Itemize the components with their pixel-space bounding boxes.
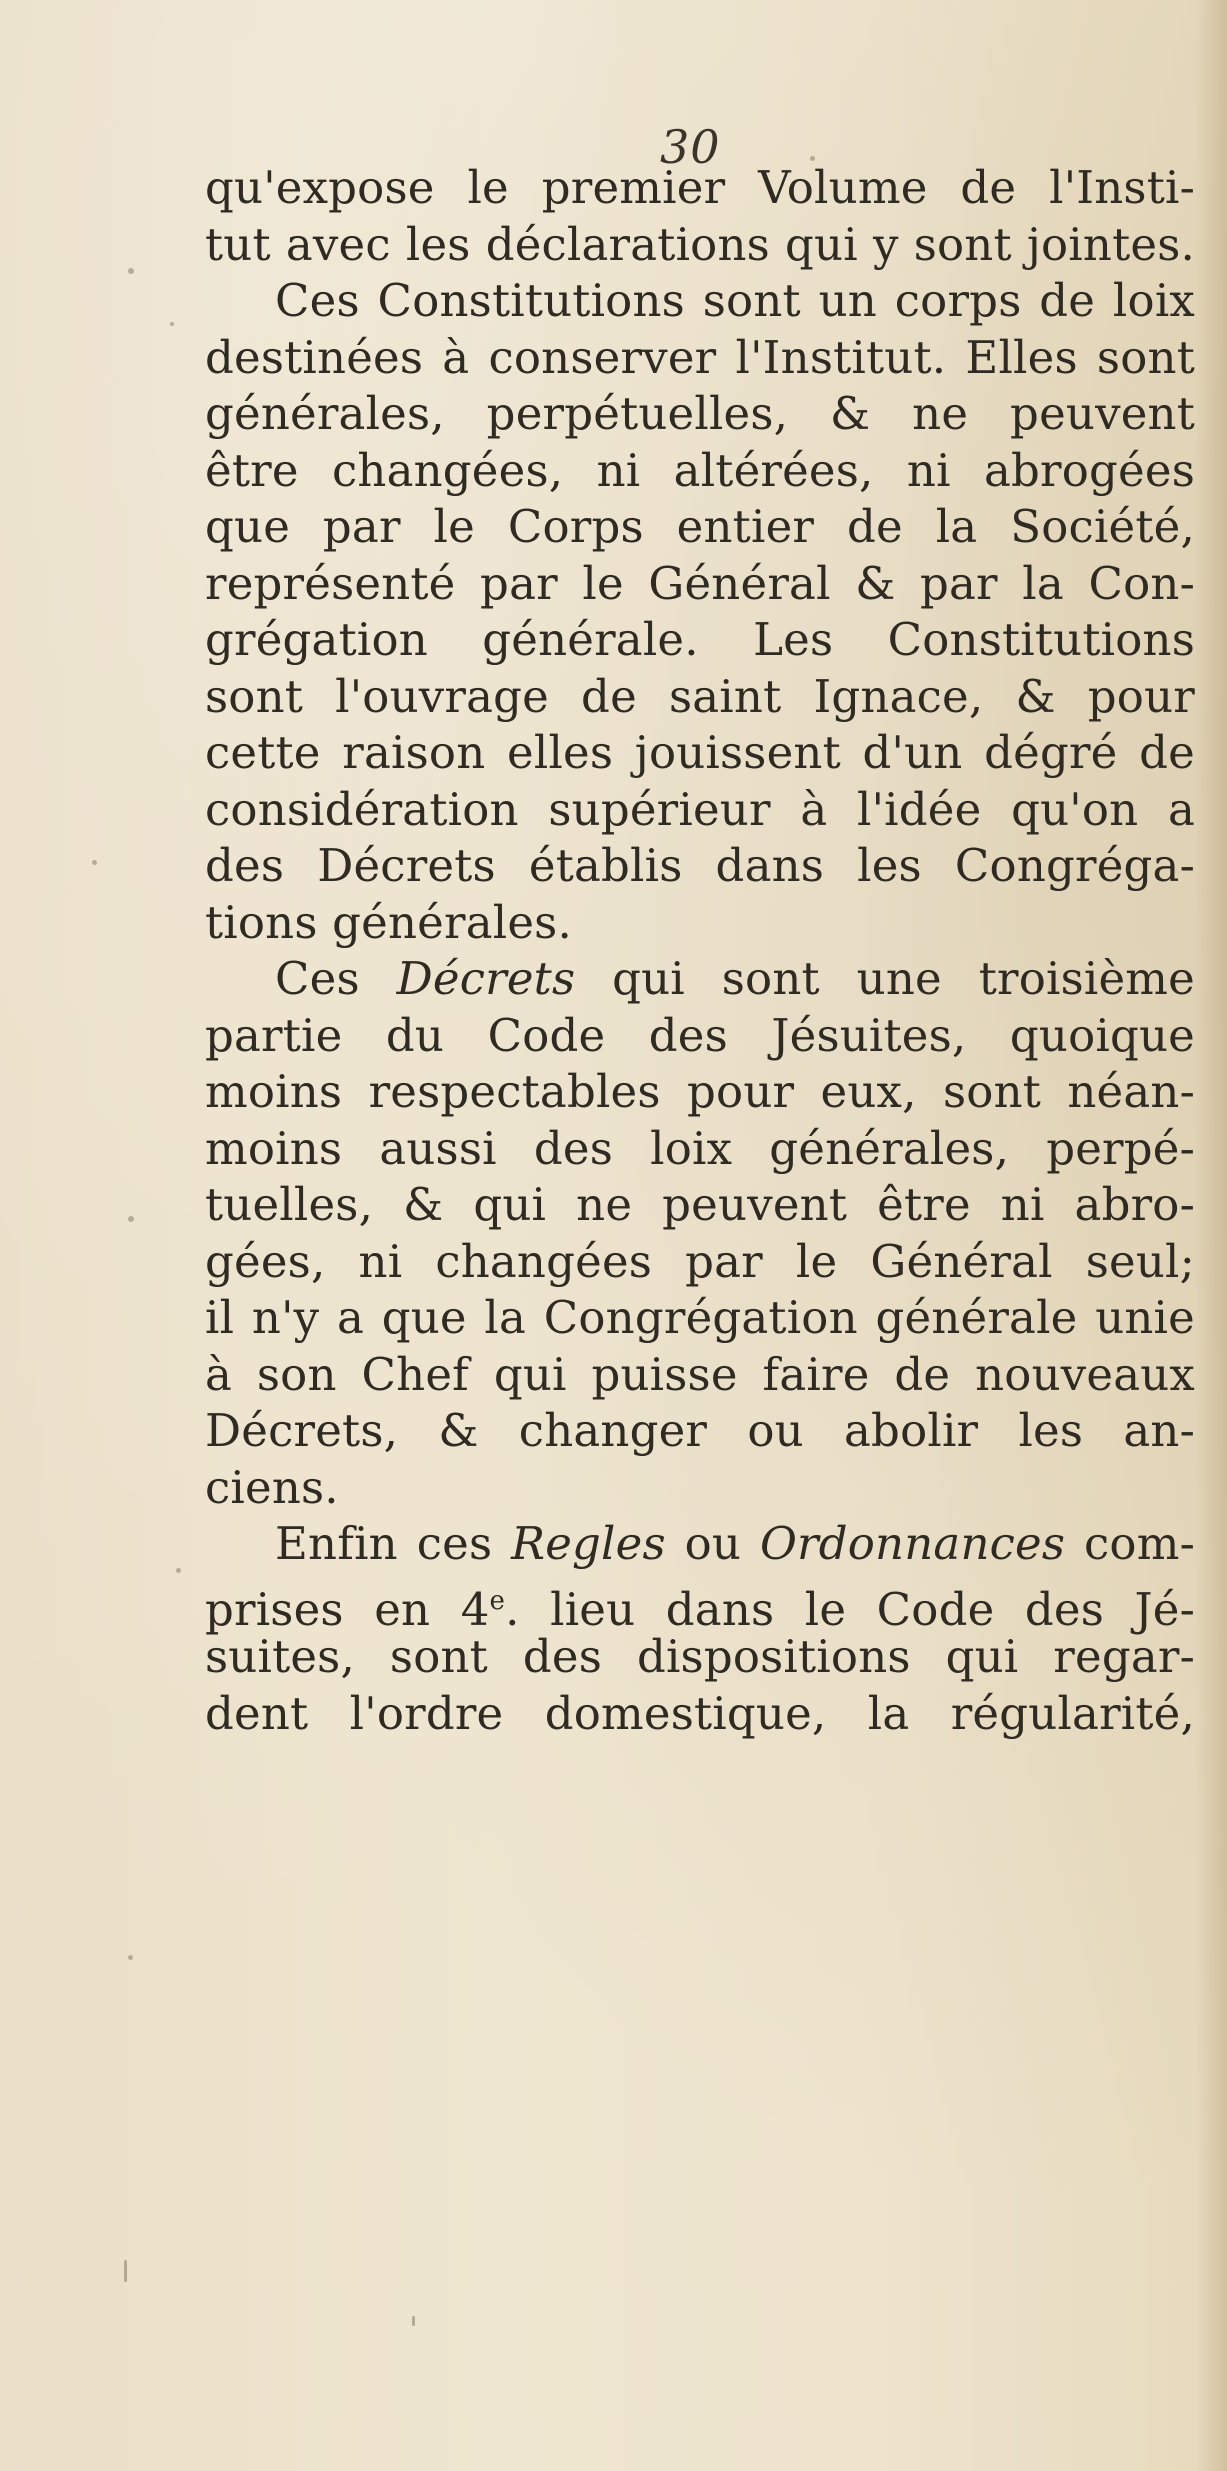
text-line: partie du Code des Jésuites, quoique (205, 1008, 1195, 1062)
text-line: dent l'ordre domestique, la régularité, (205, 1686, 1195, 1740)
text-line: suites, sont des dispositions qui regar- (205, 1630, 1195, 1683)
line-part: Enfin ces (275, 1517, 512, 1570)
text-line: qu'expose le premier Volume de l'Insti- (205, 161, 1195, 214)
page-number: 30 (660, 120, 721, 174)
line-part: . lieu dans le Code des Jé- (505, 1582, 1195, 1636)
text-line-with-superscript (205, 1573, 1195, 1636)
paper-speck (128, 1955, 133, 1960)
paper-speck (176, 1568, 181, 1573)
text-line: moins aussi des loix générales, perpé- (205, 1121, 1195, 1175)
line-part: Ces (275, 952, 397, 1005)
text-line-with-italic (205, 1516, 1195, 1573)
text-line: Ces Constitutions sont un corps de loix (275, 274, 1195, 327)
text-line: moins respectables pour eux, sont néan- (205, 1065, 1195, 1118)
line-part: prises en 4 (205, 1582, 490, 1636)
text-line: sont l'ouvrage de saint Ignace, & pour (205, 669, 1195, 723)
text-line: des Décrets établis dans les Congréga- (205, 839, 1195, 892)
paper-speck (170, 322, 174, 326)
text-line: gées, ni changées par le Général seul; (205, 1234, 1195, 1288)
line-part: ou (665, 1517, 760, 1570)
italic-word: Regles (511, 1517, 666, 1570)
text-line: tions générales. (205, 895, 572, 949)
text-line: cette raison elles jouissent d'un dégré de (205, 726, 1195, 779)
text-line: il n'y a que la Congrégation générale unie (205, 1291, 1195, 1344)
page-edge-shadow (1195, 0, 1227, 2471)
italic-word: Décrets (396, 952, 576, 1005)
text-line: grégation générale. Les Constitutions (205, 613, 1195, 666)
paper-speck (128, 268, 134, 274)
line-part: com- (1065, 1517, 1195, 1570)
text-line: considération supérieur à l'idée qu'on a (205, 782, 1195, 836)
text-line: que par le Corps entier de la Société, (205, 500, 1195, 553)
text-line: tuelles, & qui ne peuvent être ni abro- (205, 1178, 1195, 1231)
text-line: Décrets, & changer ou abolir les an- (205, 1404, 1195, 1457)
paper-speck (128, 1216, 134, 1222)
line-part: qui sont une troisième (575, 952, 1196, 1005)
text-line-with-italic (205, 951, 1195, 1008)
text-line: tut avec les déclarations qui y sont jointes. (205, 217, 1195, 271)
paper-speck (124, 2260, 127, 2282)
text-line: représenté par le Général & par la Con- (205, 556, 1195, 610)
text-line: ciens. (205, 1460, 339, 1514)
italic-word: Ordonnances (759, 1517, 1066, 1570)
body-text (205, 160, 1195, 1742)
paper-speck (92, 860, 97, 865)
text-line: à son Chef qui puisse faire de nouveaux (205, 1347, 1195, 1401)
superscript: e (489, 1585, 506, 1616)
text-line: générales, perpétuelles, & ne peuvent (205, 387, 1195, 440)
text-line: être changées, ni altérées, ni abrogées (205, 443, 1195, 497)
paper-speck (412, 2316, 415, 2326)
text-line: destinées à conserver l'Institut. Elles sont (205, 330, 1195, 384)
